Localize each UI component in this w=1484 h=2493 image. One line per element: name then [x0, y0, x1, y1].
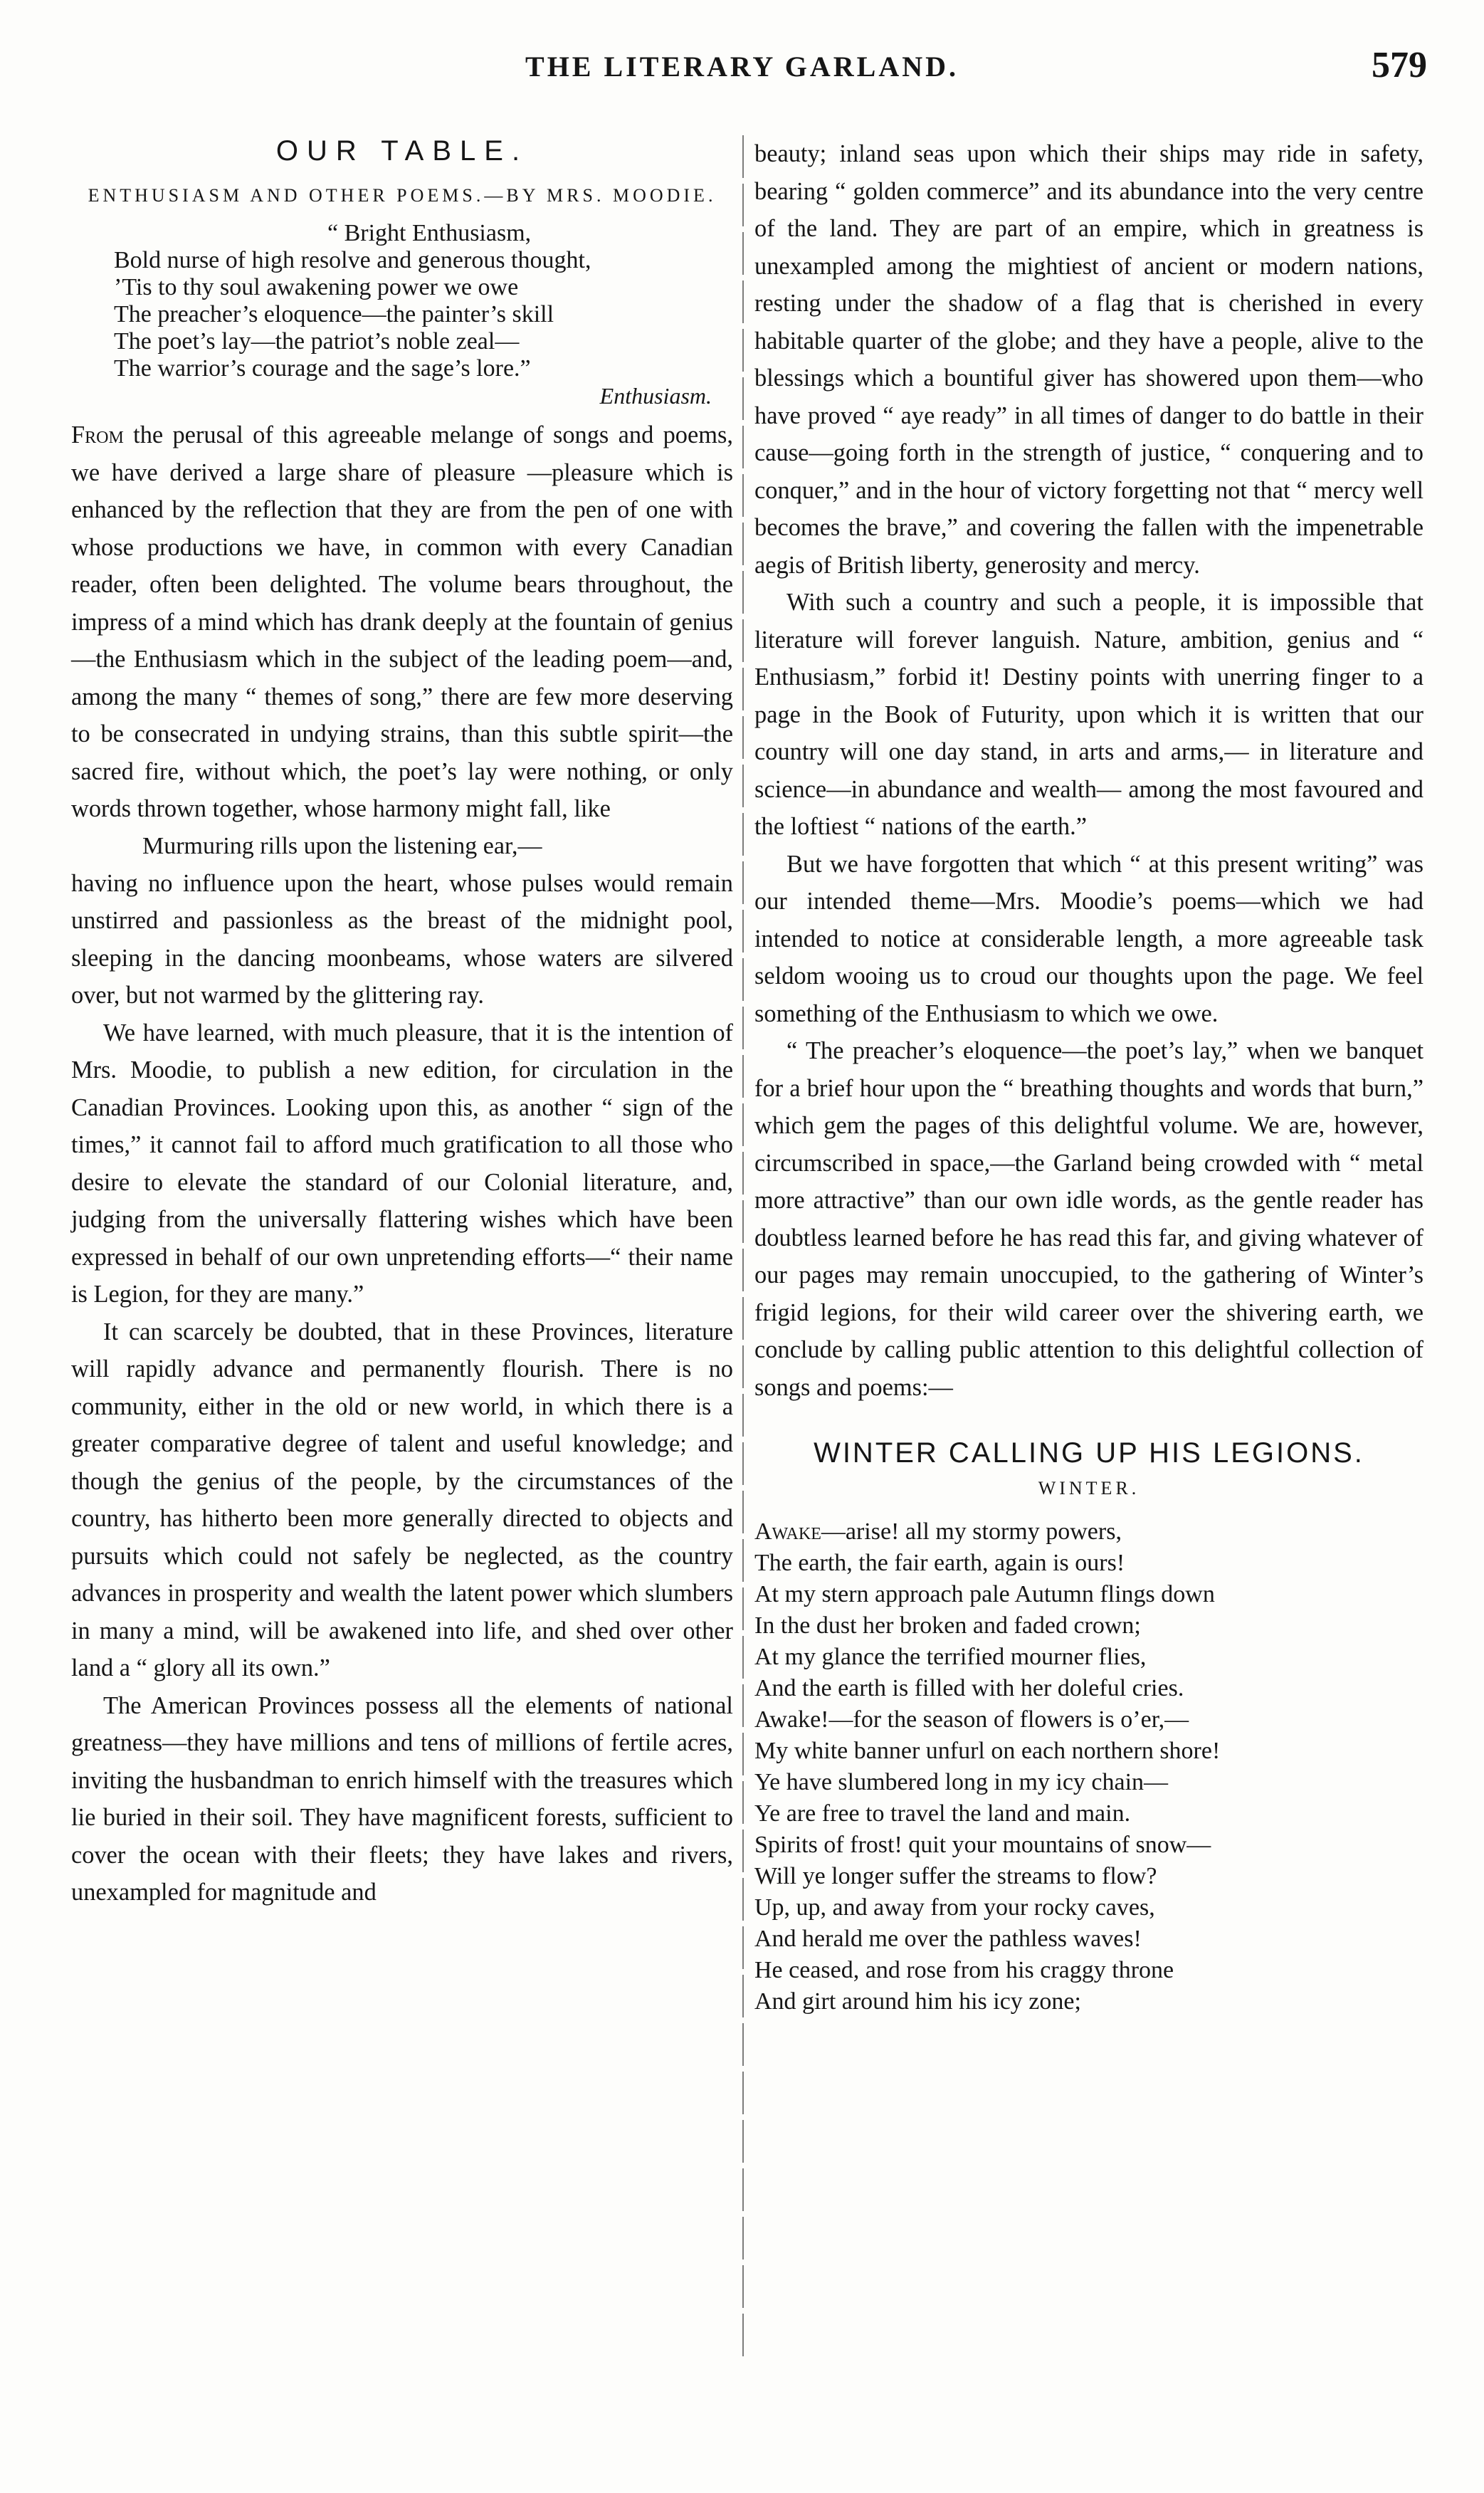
poem-line: Awake!—for the season of flowers is o’er,—	[754, 1706, 1189, 1733]
poem	[754, 1516, 1424, 2017]
paragraph-text: the perusal of this agreeable melange of songs and poems, we have derived a large share of pleasure —pleasure which is enhanced by the reflection that they are from the pen of one with whose productions we have, in common with every Canadian reader, often been delighted. The volume bears throughout, the impress of a mind which has drank deeply at the fountain of genius—the Enthusiasm which in the subject of the leading poem—and, among the many “ themes of song,” there are few more deserving to be consecrated in undying strains, than this subtle spirit—the sacred fire, without which, the poet’s lay were nothing, or only words thrown together, whose harmony might fall, like	[71, 421, 733, 822]
poem-line: At my glance the terrified mourner flies,	[754, 1644, 1147, 1670]
poem-line: And girt around him his icy zone;	[754, 1988, 1081, 2015]
column-divider	[742, 135, 744, 2356]
paragraph	[71, 416, 733, 828]
left-column	[71, 135, 733, 1911]
poem-opening-word: Awake	[754, 1518, 821, 1545]
poem-line: My white banner unfurl on each northern shore!	[754, 1738, 1221, 1764]
epigraph-line: “ Bright Enthusiasm,	[327, 220, 532, 246]
review-title: ENTHUSIASM AND OTHER POEMS.—BY MRS. MOODIE.	[88, 185, 717, 206]
epigraph-source: Enthusiasm.	[599, 383, 712, 409]
epigraph-line: The warrior’s courage and the sage’s lore.”	[114, 355, 531, 382]
section-heading: OUR TABLE.	[275, 135, 529, 167]
epigraph-line: ’Tis to thy soul awakening power we owe	[114, 274, 519, 300]
poem-line: Up, up, and away from your rocky caves,	[754, 1894, 1155, 1921]
paragraph: having no influence upon the heart, whose pulses would remain unstirred and passionless as the breast of the midnight pool, sleeping in the dancing moonbeams, whose waters are silvered over, but not warmed by the glittering ray.	[71, 869, 733, 1009]
paragraph: We have learned, with much pleasure, that it is the intention of Mrs. Moodie, to publish a new edition, for circulation in the Canadian Provinces. Looking upon this, as another “ sign of the times,” it cannot fail to afford much gratification to all those who desire to elevate the standard of our Colonial literature, and, judging from the universally flattering wishes which have been expressed in behalf of our own unpretending efforts—“ their name is Legion, for they are many.”	[71, 1019, 733, 1308]
epigraph-line: The preacher’s eloquence—the painter’s skill	[114, 301, 554, 327]
poem-title: WINTER CALLING UP HIS LEGIONS.	[814, 1437, 1364, 1469]
poem-line: Spirits of frost! quit your mountains of snow—	[754, 1832, 1211, 1858]
running-head	[0, 45, 1484, 93]
quoted-verse: Murmuring rills upon the listening ear,—	[142, 832, 542, 859]
poem-speaker: WINTER.	[1038, 1478, 1140, 1499]
poem-line: And herald me over the pathless waves!	[754, 1926, 1142, 1952]
poem-line	[754, 1516, 1424, 1548]
epigraph-line: The poet’s lay—the patriot’s noble zeal—	[114, 328, 520, 355]
paragraph: beauty; inland seas upon which their ships may ride in safety, bearing “ golden commerce” and its abundance into the very centre of the land. They are part of an empire, which in greatness is unexampled among the mightiest of ancient or modern nations, resting under the shadow of a flag that is cherished in every habitable quarter of the globe; and they have a people, alive to the blessings which a bountiful giver has showered upon them—who have proved “ aye ready” in all times of danger to do battle in their cause—going forth in the strength of justice, “ conquering and to conquer,” and in the hour of victory forgetting not that “ mercy well becomes the brave,” and covering the fallen with the impenetrable aegis of British liberty, generosity and mercy.	[754, 140, 1424, 579]
paragraph: With such a country and such a people, it is impossible that literature will forever languish. Nature, ambition, genius and “ Enthusiasm,” forbid it! Destiny points with unerring finger to a page in the Book of Futurity, upon which it is written that our country will one day stand, in arts and arms,— in literature and science—in abundance and wealth— among the most favoured and the loftiest “ nations of the earth.”	[754, 589, 1424, 840]
poem-line: Will ye longer suffer the streams to flow?	[754, 1863, 1157, 1889]
paragraph: The American Provinces possess all the elements of national greatness—they have millions and tens of millions of fertile acres, inviting the husbandman to enrich himself with the treasures which lie buried in their soil. They have magnificent forests, sufficient to cover the ocean with their fleets; they have lakes and rivers, unexampled for magnitude and	[71, 1691, 733, 1906]
poem-line: And the earth is filled with her doleful cries.	[754, 1675, 1184, 1701]
poem-line-text: —arise! all my stormy powers,	[821, 1518, 1122, 1545]
running-title: THE LITERARY GARLAND.	[525, 51, 959, 83]
paragraph: But we have forgotten that which “ at this present writing” was our intended theme—Mrs. Moodie’s poems—which we had intended to notice at considerable length, a more agreeable task seldom wooing us to croud our thoughts upon the page. We feel something of the Enthusiasm to which we owe.	[754, 850, 1424, 1027]
poem-line: At my stern approach pale Autumn flings down	[754, 1581, 1215, 1607]
right-column	[754, 135, 1424, 2017]
page-number: 579	[1372, 45, 1427, 85]
epigraph	[114, 220, 733, 409]
opening-word: From	[71, 421, 124, 448]
poem-line: In the dust her broken and faded crown;	[754, 1612, 1141, 1639]
poem-line: Ye have slumbered long in my icy chain—	[754, 1769, 1169, 1795]
poem-line: Ye are free to travel the land and main.	[754, 1800, 1131, 1827]
poem-line: The earth, the fair earth, again is ours!	[754, 1550, 1125, 1576]
poem-line: He ceased, and rose from his craggy throne	[754, 1957, 1174, 1983]
epigraph-line: Bold nurse of high resolve and generous thought,	[114, 247, 591, 273]
paragraph: “ The preacher’s eloquence—the poet’s lay,” when we banquet for a brief hour upon the “ breathing thoughts and words that burn,” which gem the pages of this delightful volume. We are, however, circumscribed in space,—the Garland being crowded with “ metal more attractive” than our own idle words, as the gentle reader has doubtless learned before he has read this far, and giving whatever of our pages may remain unoccupied, to the gathering of Winter’s frigid legions, for their wild career over the shivering earth, we conclude by calling public attention to this delightful collection of songs and poems:—	[754, 1037, 1424, 1401]
paragraph: It can scarcely be doubted, that in these Provinces, literature will rapidly advance and permanently flourish. There is no community, either in the old or new world, in which there is a greater comparative degree of talent and useful knowledge; and though the genius of the people, by the circumstances of the country, has hitherto been more generally directed to objects and pursuits which could not safely be neglected, as the country advances in prosperity and wealth the latent power which slumbers in many a mind, will be awakened into life, and shed over other land a “ glory all its own.”	[71, 1318, 733, 1681]
